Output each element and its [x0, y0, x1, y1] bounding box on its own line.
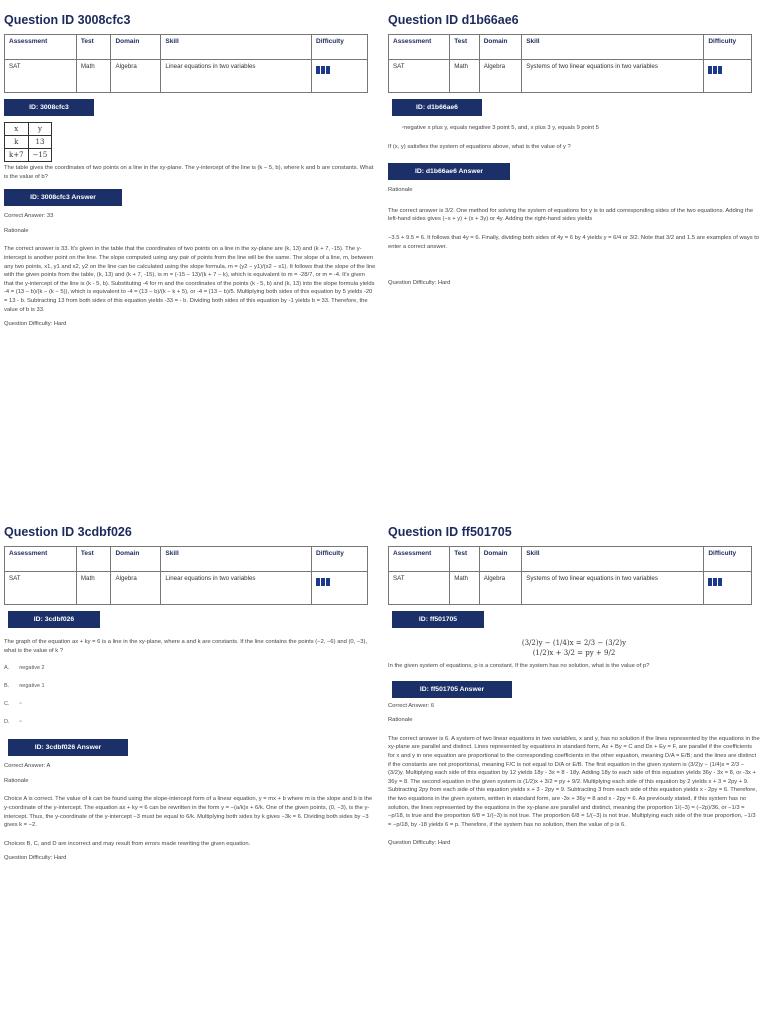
correct-answer: Correct Answer: A	[4, 763, 51, 770]
id-tag: ID: d1b66ae6	[392, 99, 482, 116]
option-b[interactable]: B. negative 1	[4, 683, 45, 690]
table-cell: k+7	[5, 149, 29, 162]
difficulty-value	[312, 572, 368, 605]
question-title: Question ID ff501705	[388, 525, 512, 539]
table-header-x: x	[5, 123, 29, 136]
explanation-text: The correct answer is 6. A system of two linear equations in two variables, x and y, has no solution if the lines represented by the equations in the xy-plane are parallel and distinct. Lines represented by equations in standard form, Ax + By = C and Dx + Ey = F, are parallel if the coefficients for x and y in one equation are proportional to the corresponding coefficients in the other equation, meaning D/A = E/B; and the lines are distinct if the constants are not proportional, meaning F/C is not equal to D/A or E/B. The first equation in the given system is (3/2)y − (1/4)x = 2/3 − (3/2)y. Multiplying each side of this equation by 12 yields 18y - 3x = 8 - 18y. Adding 18y to each side of this equation yields 36y - 3x = 8, or -3x + 36y = 8. The second equation in the given system is (1/2)x + 3/2 = py + 9/2. Multiplying each side of this equation by 2 yields x + 3 = 2py + 9. Subtracting 2py from each side of this equation yields x + 3 - 2py = 9. Subtracting 3 from each side of this equation yields x - 2py = 6. Therefore, the two equations in the given system, written in standard form, are -3x + 36y = 8 and x - 2py = 6. As previously stated, if this system has no solution, the lines represented by the equations in the xy-plane are parallel and distinct, meaning the proportion 1/(−3) = (−2p)/36, or −1/3 = −p/18, is true and the proportion 6/8 = 1/(−3) is not true. The proportion 6/8 = 1/(−3) is not true. Multiplying each side of the true proportion, −1/3 = −p/18, by -18 yields 6 = p. Therefore, if the system has no solution, then the value of p is 6.	[388, 735, 760, 828]
metadata-table	[4, 34, 368, 93]
assessment-value: SAT	[5, 60, 77, 93]
skill-value: Systems of two linear equations in two variables	[522, 60, 704, 93]
id-tag: ID: 3008cfc3	[4, 99, 94, 116]
metadata-table	[388, 546, 752, 605]
assessment-value: SAT	[389, 60, 450, 93]
answer-tag: ID: 3cdbf026 Answer	[8, 739, 128, 756]
table-cell: 13	[28, 136, 52, 149]
header-domain: Domain	[111, 547, 161, 572]
header-skill: Skill	[522, 547, 704, 572]
answer-tag: ID: 3008cfc3 Answer	[4, 189, 122, 206]
domain-value: Algebra	[479, 572, 522, 605]
difficulty-value	[704, 60, 752, 93]
question-title: Question ID 3cdbf026	[4, 525, 132, 539]
explanation-text-continued: Choices B, C, and D are incorrect and may result from errors made rewriting the given equation.	[4, 840, 251, 847]
assessment-value: SAT	[389, 572, 450, 605]
rationale-label: Rationale	[388, 187, 413, 194]
id-tag: ID: 3cdbf026	[8, 611, 100, 628]
table-cell: −15	[28, 149, 52, 162]
table-header-y: y	[28, 123, 52, 136]
difficulty-bars-icon	[316, 66, 331, 76]
explanation-text-continued: −3.5 + 9.5 = 6. It follows that 4y = 6. Finally, dividing both sides of 4y = 6 by 4 yields y = 6/4 or 3/2. Note that 3/2 and 1.5 are examples of ways to enter a correct answer.	[388, 234, 760, 250]
header-test: Test	[76, 547, 111, 572]
skill-value: Linear equations in two variables	[161, 60, 312, 93]
header-difficulty: Difficulty	[312, 547, 368, 572]
equation-2: (1/2)x + 3/2 = py + 9/2	[532, 649, 616, 657]
option-c[interactable]: C. ▫	[4, 701, 22, 708]
question-title: Question ID d1b66ae6	[388, 13, 519, 27]
header-difficulty: Difficulty	[704, 35, 752, 60]
question-text: If (x, y) satisfies the system of equations above, what is the value of y ?	[388, 143, 571, 150]
difficulty-bars-icon	[708, 578, 723, 588]
question-title: Question ID 3008cfc3	[4, 13, 131, 27]
test-value: Math	[76, 572, 111, 605]
difficulty-bars-icon	[708, 66, 723, 76]
answer-tag: ID: ff501705 Answer	[392, 681, 512, 698]
option-a[interactable]: A. negative 2	[4, 665, 45, 672]
skill-value: Linear equations in two variables	[161, 572, 312, 605]
header-domain: Domain	[479, 547, 522, 572]
domain-value: Algebra	[479, 60, 522, 93]
equation-1: (3/2)y − (1/4)x = 2/3 − (3/2)y	[521, 639, 627, 647]
option-d[interactable]: D. ▫	[4, 719, 22, 726]
test-value: Math	[76, 60, 111, 93]
metadata-table	[388, 34, 752, 93]
question-block-3008cfc3	[4, 12, 376, 329]
difficulty-text: Question Difficulty: Hard	[388, 840, 451, 847]
coordinate-table	[4, 122, 52, 162]
assessment-value: SAT	[5, 572, 77, 605]
explanation-text: Choice A is correct. The value of k can be found using the slope-intercept form of a linear equation, y = mx + b where m is the slope and b is the y-coordinate of the y-intercept. The equation ax + ky = 6 can be rewritten in the form y = −(a/k)x + 6/k. One of the given points, (0, −3), is the y-intercept. Thus, the y-coordinate of the y-intercept −3 must be equal to 6/k. Multiplying both sides by k gives −3k = 6. Dividing both sides by −3 gives k = −2.	[4, 796, 373, 829]
question-text: The graph of the equation ax + ky = 6 is a line in the xy-plane, where a and k are constants. If the line contains the points (−2, −6) and (0, −3), what is the value of k ?	[4, 639, 368, 654]
table-cell: k	[5, 136, 29, 149]
test-value: Math	[450, 60, 479, 93]
difficulty-value	[312, 60, 368, 93]
id-tag: ID: ff501705	[392, 611, 484, 628]
header-domain: Domain	[479, 35, 522, 60]
option-image: negative 1	[19, 683, 45, 690]
rationale-label: Rationale	[388, 717, 413, 724]
question-block-ff501705	[388, 524, 760, 848]
question-text: In the given system of equations, p is a constant. If the system has no solution, what is the value of p?	[388, 663, 650, 669]
header-difficulty: Difficulty	[704, 547, 752, 572]
rationale-label: Rationale	[4, 777, 29, 784]
header-test: Test	[450, 547, 479, 572]
correct-answer: Correct Answer: 33	[4, 213, 54, 220]
skill-value: Systems of two linear equations in two variables	[522, 572, 704, 605]
header-skill: Skill	[522, 35, 704, 60]
header-skill: Skill	[161, 35, 312, 60]
explanation-text: The correct answer is 33. It's given in the table that the coordinates of two points on a line in the xy-plane are (k, 13) and (k + 7, -15). The y-intercept is another point on the line. The slope computed using any pair of points from the line will be the same. The slope of a line, m, between any two points, x1, y1 and x2, y2 on the line can be calculated using the slope formula, m = (y2 − y1)/(x2 − x1). It follows that the slope of the line with the given points from the table, (k, 13) and (k + 7, -15), is m = (-15 − 13)/(k + 7 − k), which is equivalent to m = -28/7, or m = -4. It's given that the y-intercept of the line is (k - 5, b). Substituting -4 for m and the coordinates of the points (k - 5, b) and (k, 13) into the slope formula yields -4 = (13 − b)/(k − (k − 5)), which is equivalent to -4 = (13 − b)/(k − k + 5), or -4 = (13 − b)/5. Multiplying both sides of this equation by 5 yields -20 = 13 - b. Subtracting 13 from both sides of this equation yields -33 = - b. Dividing both sides of this equation by -1 yields b = 33. Therefore, the value of b is 33.	[4, 246, 376, 313]
header-skill: Skill	[161, 547, 312, 572]
header-test: Test	[76, 35, 111, 60]
header-difficulty: Difficulty	[312, 35, 368, 60]
question-block-d1b66ae6	[388, 12, 760, 288]
question-text: The table gives the coordinates of two points on a line in the xy-plane. The y-intercept of the line is (k − 5, b), where k and b are constants. What is the value of b?	[4, 165, 374, 180]
domain-value: Algebra	[111, 572, 161, 605]
question-block-3cdbf026	[4, 524, 376, 863]
correct-answer: Correct Answer: 6	[388, 702, 435, 709]
equation-image: ▫negative x plus y, equals negative 3 point 5, and, x plus 3 y, equals 9 point 5	[402, 125, 599, 131]
header-assessment: Assessment	[389, 35, 450, 60]
difficulty-text: Question Difficulty: Hard	[4, 321, 67, 328]
broken-image-icon: ▫	[19, 701, 22, 708]
difficulty-text: Question Difficulty: Hard	[4, 855, 67, 862]
difficulty-text: Question Difficulty: Hard	[388, 280, 451, 287]
header-domain: Domain	[111, 35, 161, 60]
header-assessment: Assessment	[5, 35, 77, 60]
difficulty-bars-icon	[316, 578, 331, 588]
header-assessment: Assessment	[389, 547, 450, 572]
domain-value: Algebra	[111, 60, 161, 93]
difficulty-value	[704, 572, 752, 605]
test-value: Math	[450, 572, 479, 605]
broken-image-icon: ▫	[402, 125, 405, 131]
option-image: negative 2	[19, 665, 45, 672]
header-test: Test	[450, 35, 479, 60]
explanation-text: The correct answer is 3/2. One method for solving the system of equations for y is to add corresponding sides of the two equations. Adding the left-hand sides gives (−x + y) + (x + 3y) or 4y. Adding the right-hand sides yields	[388, 207, 754, 223]
metadata-table	[4, 546, 368, 605]
header-assessment: Assessment	[5, 547, 77, 572]
broken-image-icon: ▫	[19, 719, 22, 726]
answer-tag: ID: d1b66ae6 Answer	[388, 163, 510, 180]
rationale-label: Rationale	[4, 227, 29, 234]
